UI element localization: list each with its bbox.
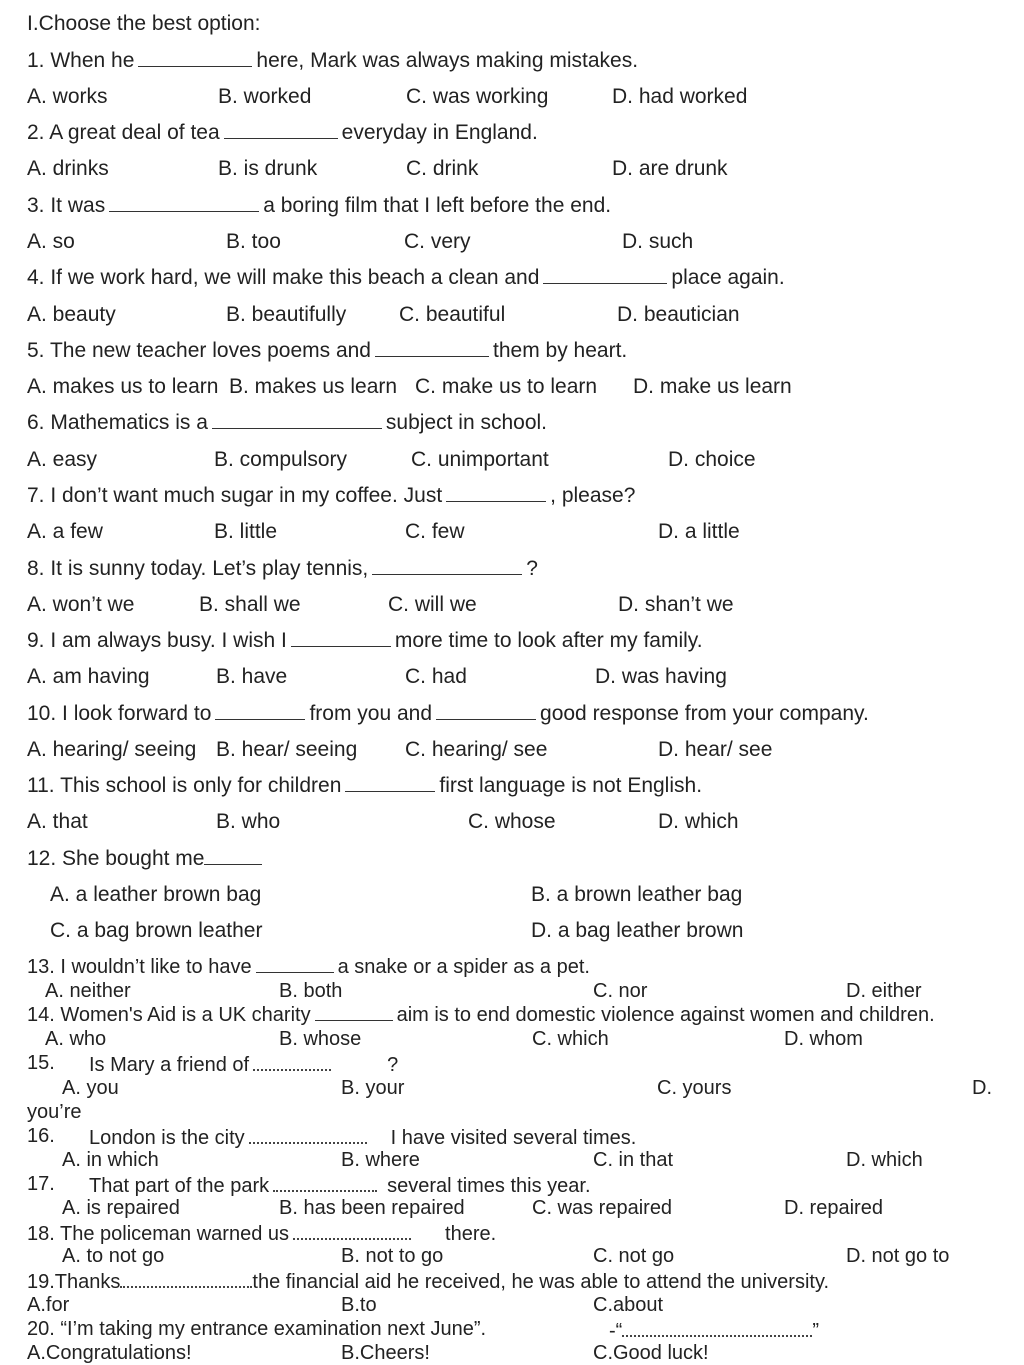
q2-option-d: D. are drunk <box>612 157 728 180</box>
q18-option-a: A. to not go <box>62 1245 165 1267</box>
question-19: 19.Thanks the financial aid he received, he was able to attend the university. <box>27 1271 830 1293</box>
q20-option-b: B.Cheers! <box>341 1342 430 1364</box>
q16-option-a: A. in which <box>62 1149 159 1171</box>
q11-option-c: C. whose <box>468 810 556 833</box>
q3-option-c: C. very <box>404 230 471 253</box>
q7-option-b: B. little <box>214 520 278 543</box>
q11-option-a: A. that <box>27 810 88 833</box>
answer-blank <box>273 1174 377 1192</box>
q12-option-a: A. a leather brown bag <box>50 883 262 906</box>
answer-blank <box>249 1126 367 1144</box>
q8-option-a: A. won’t we <box>27 593 135 616</box>
answer-blank <box>109 197 259 212</box>
question-2: 2. A great deal of tea everyday in England. <box>27 121 538 144</box>
answer-blank <box>224 124 338 139</box>
q16-option-c: C. in that <box>593 1149 674 1171</box>
q19-option-a: A.for <box>27 1294 70 1316</box>
question-16-number: 16. <box>27 1125 55 1147</box>
q3-option-d: D. such <box>622 230 694 253</box>
question-14: 14. Women's Aid is a UK charity aim is to end domestic violence against women and children. <box>27 1004 935 1026</box>
question-17: That part of the park several times this year. <box>89 1175 591 1197</box>
q4-option-a: A. beauty <box>27 303 116 326</box>
q16-option-d: D. which <box>846 1149 923 1171</box>
q5-option-d: D. make us learn <box>633 375 792 398</box>
answer-blank <box>253 1053 331 1071</box>
q1-option-a: A. works <box>27 85 108 108</box>
q17-option-d: D. repaired <box>784 1197 883 1219</box>
answer-blank <box>293 1222 411 1240</box>
q14-option-c: C. which <box>532 1028 609 1050</box>
question-16: London is the city I have visited several times. <box>89 1127 637 1149</box>
q10-option-a: A. hearing/ seeing <box>27 738 197 761</box>
q20-option-c: C.Good luck! <box>593 1342 709 1364</box>
q2-option-a: A. drinks <box>27 157 109 180</box>
q6-option-b: B. compulsory <box>214 448 348 471</box>
q2-option-b: B. is drunk <box>218 157 318 180</box>
question-4: 4. If we work hard, we will make this beach a clean and place again. <box>27 266 785 289</box>
q7-option-a: A. a few <box>27 520 103 543</box>
question-13: 13. I wouldn’t like to have a snake or a spider as a pet. <box>27 956 590 978</box>
answer-blank <box>120 1270 252 1288</box>
answer-blank <box>345 777 435 792</box>
q1-option-d: D. had worked <box>612 85 748 108</box>
q17-option-b: B. has been repaired <box>279 1197 465 1219</box>
q13-option-b: B. both <box>279 980 343 1002</box>
q15-option-d-text: you’re <box>27 1101 82 1123</box>
question-15-number: 15. <box>27 1052 55 1074</box>
q9-option-c: C. had <box>405 665 467 688</box>
q6-option-d: D. choice <box>668 448 756 471</box>
answer-blank <box>215 705 305 720</box>
answer-blank <box>446 487 546 502</box>
q15-option-c: C. yours <box>657 1077 732 1099</box>
heading: I.Choose the best option: <box>27 12 261 35</box>
answer-blank <box>372 560 522 575</box>
q14-option-a: A. who <box>45 1028 107 1050</box>
q3-option-b: B. too <box>226 230 281 253</box>
q15-option-b: B. your <box>341 1077 405 1099</box>
question-10: 10. I look forward to from you and good response from your company. <box>27 702 869 725</box>
answer-blank <box>138 52 252 67</box>
q18-option-b: B. not to go <box>341 1245 444 1267</box>
answer-blank <box>291 632 391 647</box>
q10-option-c: C. hearing/ see <box>405 738 548 761</box>
q4-option-b: B. beautifully <box>226 303 347 326</box>
q12-option-c: C. a bag brown leather <box>50 919 263 942</box>
answer-blank <box>212 414 382 429</box>
q19-option-b: B.to <box>341 1294 377 1316</box>
q18-option-c: C. not go <box>593 1245 675 1267</box>
question-7: 7. I don’t want much sugar in my coffee. Just , please? <box>27 484 636 507</box>
q8-option-c: C. will we <box>388 593 477 616</box>
q20-option-a: A.Congratulations! <box>27 1342 192 1364</box>
q15-option-a: A. you <box>62 1077 119 1099</box>
q13-option-d: D. either <box>846 980 922 1002</box>
q7-option-d: D. a little <box>658 520 740 543</box>
q14-option-b: B. whose <box>279 1028 362 1050</box>
q11-option-d: D. which <box>658 810 739 833</box>
question-17-number: 17. <box>27 1173 55 1195</box>
question-1: 1. When he here, Mark was always making mistakes. <box>27 49 639 72</box>
q10-option-d: D. hear/ see <box>658 738 773 761</box>
q5-option-b: B. makes us learn <box>229 375 398 398</box>
question-11: 11. This school is only for children first language is not English. <box>27 774 703 797</box>
answer-blank <box>622 1319 812 1337</box>
answer-blank <box>543 269 667 284</box>
answer-blank <box>204 850 262 865</box>
q19-option-c: C.about <box>593 1294 664 1316</box>
question-12: 12. She bought me <box>27 848 266 869</box>
question-8: 8. It is sunny today. Let’s play tennis, ? <box>27 557 538 580</box>
q9-option-a: A. am having <box>27 665 150 688</box>
q18-option-d: D. not go to <box>846 1245 950 1267</box>
answer-blank <box>315 1006 393 1021</box>
q9-option-b: B. have <box>216 665 288 688</box>
q6-option-c: C. unimportant <box>411 448 549 471</box>
q7-option-c: C. few <box>405 520 465 543</box>
q8-option-b: B. shall we <box>199 593 301 616</box>
answer-blank <box>375 342 489 357</box>
q5-option-a: A. makes us to learn <box>27 375 219 398</box>
q4-option-d: D. beautician <box>617 303 740 326</box>
question-18: 18. The policeman warned us there. <box>27 1223 497 1245</box>
question-3: 3. It was a boring film that I left before the end. <box>27 194 612 217</box>
answer-blank <box>436 705 536 720</box>
q20-reply: -“ ” <box>609 1320 819 1342</box>
q17-option-c: C. was repaired <box>532 1197 673 1219</box>
q12-option-d: D. a bag leather brown <box>531 919 744 942</box>
q2-option-c: C. drink <box>406 157 479 180</box>
q3-option-a: A. so <box>27 230 75 253</box>
question-5: 5. The new teacher loves poems and them by heart. <box>27 339 628 362</box>
q12-option-b: B. a brown leather bag <box>531 883 743 906</box>
q11-option-b: B. who <box>216 810 281 833</box>
q1-option-b: B. worked <box>218 85 312 108</box>
question-9: 9. I am always busy. I wish I more time to look after my family. <box>27 629 703 652</box>
q13-option-c: C. nor <box>593 980 648 1002</box>
question-15: Is Mary a friend of ? <box>89 1054 399 1076</box>
q15-option-d: D. <box>972 1077 992 1099</box>
q6-option-a: A. easy <box>27 448 98 471</box>
q14-option-d: D. whom <box>784 1028 863 1050</box>
q1-option-c: C. was working <box>406 85 549 108</box>
q16-option-b: B. where <box>341 1149 420 1171</box>
q13-option-a: A. neither <box>45 980 131 1002</box>
q5-option-c: C. make us to learn <box>415 375 598 398</box>
q17-option-a: A. is repaired <box>62 1197 180 1219</box>
question-20: 20. “I’m taking my entrance examination next June”. <box>27 1318 487 1340</box>
q10-option-b: B. hear/ seeing <box>216 738 358 761</box>
answer-blank <box>256 958 334 973</box>
question-6: 6. Mathematics is a subject in school. <box>27 411 547 434</box>
q4-option-c: C. beautiful <box>399 303 506 326</box>
q9-option-d: D. was having <box>595 665 727 688</box>
q8-option-d: D. shan’t we <box>618 593 734 616</box>
